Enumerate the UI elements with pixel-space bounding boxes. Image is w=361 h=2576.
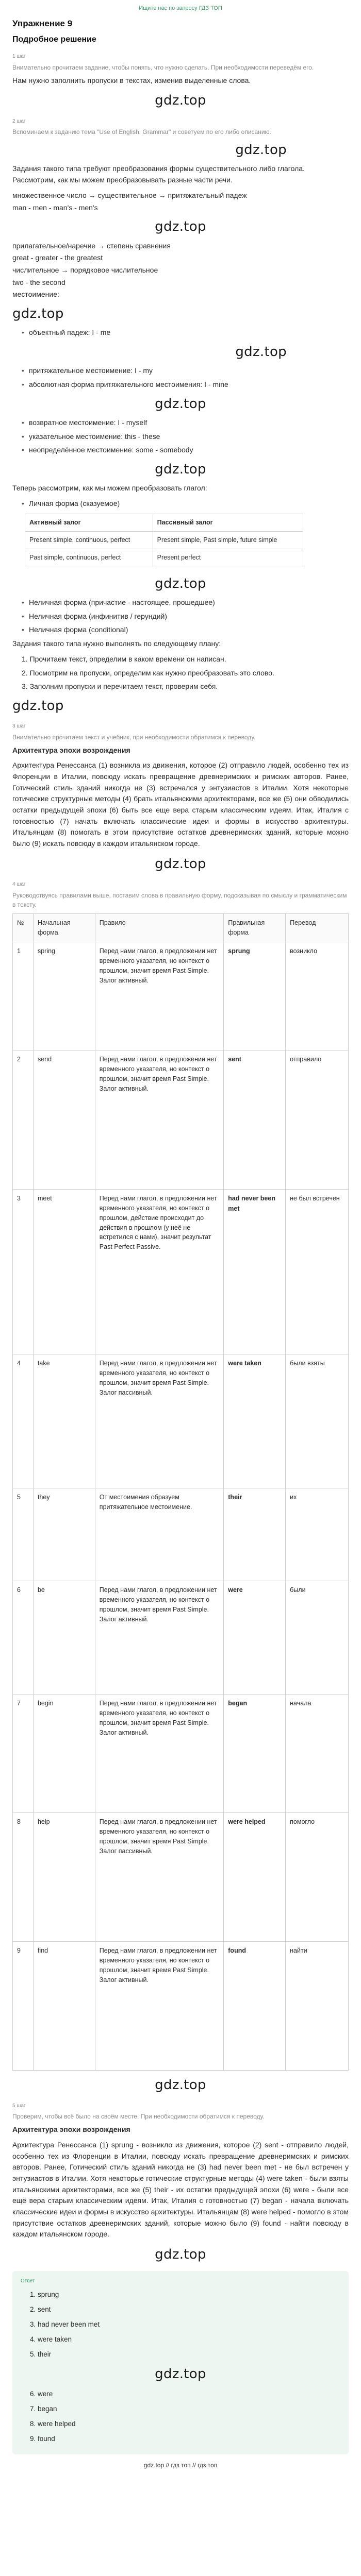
verb-table-header: Правильная форма [224, 913, 286, 942]
watermark: gdz.top [235, 142, 287, 158]
noun-example: man - men - man's - men's [12, 203, 98, 212]
translation: возникло [286, 942, 349, 1050]
row-number: 4 [13, 1354, 34, 1488]
voice-header: Пассивный залог [153, 514, 303, 531]
rule-text: Перед нами глагол, в предложении нет временного указателя, но контекст о прошлом, значит время Past Simple. Залог активный. [95, 1694, 223, 1813]
correct-form: were helped [224, 1813, 286, 1942]
answer-item: 3. had never been met [30, 2320, 100, 2328]
table-row [13, 1694, 349, 1813]
verb-table-header: Начальная форма [33, 913, 95, 942]
answer-box [12, 2271, 349, 2454]
rule-text: Перед нами глагол, в предложении нет временного указателя, но контекст о прошлом, значит время Past Simple. Залог пассивный. [95, 1813, 223, 1942]
watermark: gdz.top [12, 698, 64, 714]
rule-text: Перед нами глагол, в предложении нет временного указателя, но контекст о прошлом, значит время Past Simple. Залог активный. [95, 1581, 223, 1694]
rule-text: Перед нами глагол, в предложении нет временного указателя, но контекст о прошлом, значит время Past Simple. Залог активный. [95, 1942, 223, 2071]
voice-table [25, 514, 303, 567]
answer-item: 1. sprung [30, 2290, 59, 2298]
text-body: Архитектура Ренессанса (1) возникла из движения, которое (2) отправило людей, особенно тех из Флоренции в Италии, повсюду искать превращение древнеримских и римских авторов. Ранее, Готический стиль зданий никогда не (3) встречался у энтузиастов в Италии. Хотя некоторые готические структурные методы (4) брать итальянскими архитекторами, все же (5) они обводились остатки предыдущей эпохи (6) быть все еще вера старым классическим идеям. Итак, Италия с готовностью (7) начать включать классические идеи и формы в искусство архитектуры. Итальянцам (8) помогать в этом присутствие остатков древнеримских зданий, которые можно было (9) искать повсюду в каждом итальянском городе. [12, 761, 349, 848]
pronoun-head: местоимение: [12, 290, 59, 299]
final-title: Архитектура эпохи возрождения [12, 2125, 130, 2134]
noun-head: множественное число → существительное → притяжательный падеж [12, 191, 247, 199]
table-row [13, 1050, 349, 1190]
step-label-1: 1 шаг [12, 54, 26, 60]
voice-cell: Present simple, Past simple, future simple [153, 532, 303, 549]
pronoun-item: • абсолютная форма притяжательного местоимения: I - mine [22, 379, 349, 391]
verb-form: • Неличная форма (инфинитив / герундий) [22, 611, 349, 622]
voice-cell: Past simple, continuous, perfect [25, 549, 153, 567]
page-title: Упражнение 9 [12, 19, 73, 29]
watermark: gdz.top [155, 219, 206, 235]
step-hint-3: Внимательно прочитаем текст и учебник, при необходимости обратимся к переводу. [12, 733, 256, 741]
row-number: 8 [13, 1813, 34, 1942]
plan-intro: Задания такого типа нужно выполнять по следующему плану: [12, 639, 221, 648]
base-form: send [33, 1050, 95, 1190]
pronoun-item: • притяжательное местоимение: I - my [22, 365, 349, 377]
table-row [13, 1488, 349, 1581]
correct-form: had never been met [224, 1190, 286, 1354]
watermark: gdz.top [155, 856, 206, 872]
step-hint-2: Вспоминаем к заданию тема "Use of English. Grammar" и советуем по его либо описанию. [12, 128, 271, 136]
watermark: gdz.top [155, 396, 206, 412]
watermark: gdz.top [235, 344, 287, 360]
rule-text: Перед нами глагол, в предложении нет временного указателя, но контекст о прошлом, значит время Past Simple. Залог активный. [95, 1050, 223, 1190]
step-label-2: 2 шаг [12, 118, 26, 124]
watermark: gdz.top [155, 93, 206, 109]
correct-form: were taken [224, 1354, 286, 1488]
voice-cell: Present perfect [153, 549, 303, 567]
step-label-5: 5 шаг [12, 2103, 26, 2109]
text-title: Архитектура эпохи возрождения [12, 745, 130, 754]
watermark: gdz.top [155, 2247, 206, 2263]
adj-example: great - greater - the greatest [12, 253, 103, 262]
voice-cell: Present simple, continuous, perfect [25, 532, 153, 549]
verb-personal: • Личная форма (сказуемое) [22, 498, 349, 510]
translation: были взяты [286, 1354, 349, 1488]
base-form: meet [33, 1190, 95, 1354]
translation: не был встречен [286, 1190, 349, 1354]
table-row [13, 1190, 349, 1354]
table-row [13, 1942, 349, 2071]
row-number: 9 [13, 1942, 34, 2071]
table-row [13, 1354, 349, 1488]
correct-form: sent [224, 1050, 286, 1190]
verb-head: Теперь рассмотрим, как мы можем преобразовать глагол: [12, 484, 207, 493]
table-row [13, 1813, 349, 1942]
translation: найти [286, 1942, 349, 2071]
verb-form: • Неличная форма (conditional) [22, 624, 349, 636]
step-hint-5: Проверим, чтобы всё было на своём месте. При необходимости обратимся к переводу. [12, 2113, 265, 2121]
verb-form: • Неличная форма (причастие - настоящее, прошедшее) [22, 597, 349, 608]
step-label-4: 4 шаг [12, 882, 26, 888]
answer-item: 2. sent [30, 2305, 51, 2313]
section-subtitle: Подробное решение [12, 35, 96, 44]
correct-form: their [224, 1488, 286, 1581]
pronoun-item: • неопределённое местоимение: some - somebody [22, 445, 349, 456]
base-form: take [33, 1354, 95, 1488]
answer-item: 9. found [30, 2434, 55, 2443]
answer-item: 7. began [30, 2404, 57, 2413]
pronoun-item: • возвратное местоимение: I - myself [22, 417, 349, 429]
answer-item: 4. were taken [30, 2335, 72, 2343]
watermark: gdz.top [155, 461, 206, 477]
translation: были [286, 1581, 349, 1694]
correct-form: began [224, 1694, 286, 1813]
final-text: Архитектура Ренессанса (1) sprung - возникло из движения, которое (2) sent - отправило людей, особенно тех из Флоренции в Италии, повсюду искать превращение древнеримских и римских авторов. Ранее, Готический стиль зданий никогда не (3) had never been met - не был встречен у энтузиастов в Италии. Хотя некоторые готические структурные методы (4) were taken - были взяты итальянскими архитекторами, все же (5) their - их остатки предыдущей эпохи (6) were - были все еще вера старым классическим идеям. Итак, Италия с готовностью (7) began - начала включать классические идеи и формы в искусство архитектуры. Итальянцам (8) were helped - помогло в этом присутствие остатков древнеримских зданий, которые можно было (9) found - найти повсюду в каждом итальянском городе. [12, 2140, 349, 2239]
row-number: 3 [13, 1190, 34, 1354]
verb-table [12, 913, 349, 2071]
row-number: 6 [13, 1581, 34, 1694]
base-form: begin [33, 1694, 95, 1813]
watermark: gdz.top [155, 2077, 206, 2093]
step-hint-4: Руководствуясь правилами выше, поставим слова в правильную форму, подсказывая по смыслу и грамматическим в тексту. [12, 891, 347, 908]
translation: отправило [286, 1050, 349, 1190]
row-number: 2 [13, 1050, 34, 1190]
base-form: be [33, 1581, 95, 1694]
correct-form: sprung [224, 942, 286, 1050]
footer-links[interactable]: gdz.top // гдз топ // гдз.топ [143, 2462, 218, 2469]
plan-item: 1. Прочитаем текст, определим в каком времени он написан. [22, 654, 226, 663]
row-number: 1 [13, 942, 34, 1050]
adj-head: прилагательное/наречие → степень сравнения [12, 241, 171, 250]
watermark: gdz.top [155, 2366, 206, 2382]
answer-item: 8. were helped [30, 2419, 76, 2428]
translation: их [286, 1488, 349, 1581]
answer-item: 6. were [30, 2389, 53, 2398]
translation: начала [286, 1694, 349, 1813]
table-row [13, 942, 349, 1050]
step-hint-1: Внимательно прочитаем задание, чтобы понять, что нужно сделать. При необходимости переведём его. [12, 63, 314, 71]
base-form: spring [33, 942, 95, 1050]
base-form: help [33, 1813, 95, 1942]
verb-table-header: № [13, 913, 34, 942]
row-number: 5 [13, 1488, 34, 1581]
correct-form: were [224, 1581, 286, 1694]
base-form: they [33, 1488, 95, 1581]
answer-label: Ответ [21, 2278, 35, 2284]
correct-form: found [224, 1942, 286, 2071]
rule-text: Перед нами глагол, в предложении нет временного указателя, но контекст о прошлом, значит время Past Simple. Залог активный. [95, 942, 223, 1050]
pronoun-item: • указательное местоимение: this - these [22, 431, 349, 443]
verb-table-header: Правило [95, 913, 223, 942]
watermark: gdz.top [155, 575, 206, 591]
answer-item: 5. their [30, 2350, 52, 2358]
row-number: 7 [13, 1694, 34, 1813]
translation: помогло [286, 1813, 349, 1942]
search-banner[interactable]: Ищите нас по запросу ГДЗ ТОП [139, 5, 222, 11]
base-form: find [33, 1942, 95, 2071]
step-text-1: Нам нужно заполнить пропуски в текстах, изменив выделенные слова. [12, 76, 251, 84]
rule-text: Перед нами глагол, в предложении нет временного указателя, но контекст о прошлом, значит время Past Simple. Залог пассивный. [95, 1354, 223, 1488]
table-row [13, 1581, 349, 1694]
numeral-head: числительное → порядковое числительное [12, 265, 158, 274]
watermark: gdz.top [12, 306, 64, 321]
pronoun-item: • объектный падеж: I - me [22, 327, 349, 338]
rule-text: Перед нами глагол, в предложении нет временного указателя, но контекст о прошлом, действие происходит до действия в прошлом (у неё не встретился с нами), значит результат Past Perfect Passive. [95, 1190, 223, 1354]
intro-paragraph: Задания такого типа требуют преобразования формы существительного либо глагола. Рассмотрим, как мы можем преобразовывать разные части речи. [12, 164, 305, 184]
numeral-example: two - the second [12, 278, 65, 286]
rule-text: От местоимения образуем притяжательное местоимение. [95, 1488, 223, 1581]
plan-item: 2. Посмотрим на пропуски, определим как нужно преобразовать это слово. [22, 668, 274, 677]
verb-table-header: Перевод [286, 913, 349, 942]
voice-header: Активный залог [25, 514, 153, 531]
step-label-3: 3 шаг [12, 723, 26, 730]
plan-item: 3. Заполним пропуски и перечитаем текст, проверим себя. [22, 682, 218, 691]
